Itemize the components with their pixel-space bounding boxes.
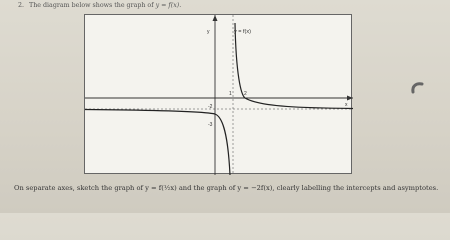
right-branch-curve bbox=[235, 23, 353, 109]
question-prompt-math: y = f(x). bbox=[155, 2, 182, 9]
y-label-minus-two: -2 bbox=[208, 104, 213, 110]
graph-canvas bbox=[85, 15, 353, 175]
x-axis-label: x bbox=[345, 102, 348, 108]
question-header bbox=[18, 2, 181, 9]
question-prompt: The diagram below shows the graph of bbox=[29, 2, 154, 9]
instructions-text: On separate axes, sketch the graph of y = f(½x) and the graph of y = −2f(x), clearly labelling the intercepts and asymptotes. bbox=[14, 184, 439, 192]
y-label-minus-three: -3 bbox=[208, 122, 213, 128]
question-number: 2. bbox=[18, 2, 25, 9]
x-label-two: 2 bbox=[244, 91, 247, 97]
left-branch-curve bbox=[85, 110, 230, 176]
x-label-one: 1 bbox=[229, 91, 232, 97]
y-axis-arrow bbox=[213, 15, 218, 21]
y-axis-label: y bbox=[207, 29, 210, 35]
paper-curl-mark bbox=[406, 80, 430, 100]
graph-frame bbox=[84, 14, 352, 174]
x-axis-arrow bbox=[347, 96, 353, 101]
curve-label: y = f(x) bbox=[234, 29, 251, 35]
